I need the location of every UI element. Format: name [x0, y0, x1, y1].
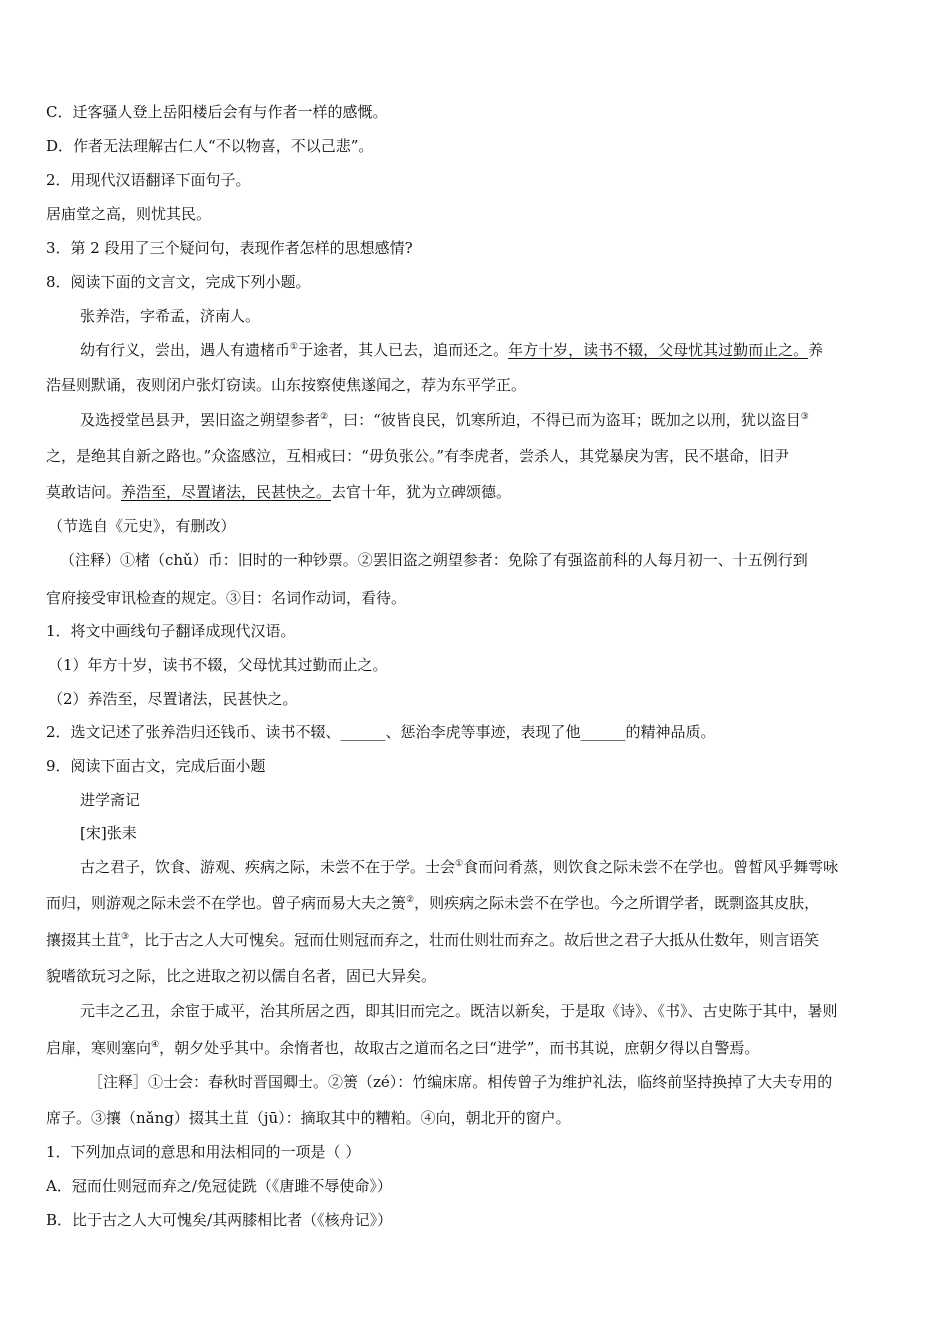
annotation-line: ［注释］①士会：春秋时晋国卿士。②箦（zé）：竹编床席。相传曾子为维护礼法，临终前坚持换掉了大夫专用的: [88, 1073, 833, 1091]
note-marker: ③: [121, 932, 130, 942]
note-marker: ②: [320, 412, 329, 422]
text-run: ，朝夕处乎其中。余惰者也，故取古之道而名之曰“进学”，而书其说，庶朝夕得以自警焉。: [159, 1039, 760, 1057]
option-b: B．比于古之人大可愧矣/其两膝相比者（《核舟记》）: [46, 1211, 393, 1229]
text-run: 古之君子，饮食、游观、疾病之际，未尝不在于学。士会: [80, 858, 456, 876]
text-run: 攘掇其土苴: [46, 931, 122, 949]
passage-line: [80, 857, 838, 877]
question-2: 2．用现代汉语翻译下面句子。: [46, 171, 251, 189]
text-run: 去官十年，犹为立碑颂德。: [331, 483, 512, 501]
text-run: ，比于古之人大可愧矣。冠而仕则冠而弃之，壮而仕则壮而弃之。故后世之君子大抵从仕数年，则言语笑: [129, 931, 820, 949]
annotation-line: 官府接受审讯检查的规定。③目：名词作动词，看待。: [46, 589, 407, 607]
essay-title: 进学斋记: [80, 791, 141, 809]
passage-line: 貌嗜欲玩习之际，比之进取之初以儒自名者，固已大异矣。: [46, 967, 437, 985]
passage-line: [80, 410, 809, 430]
text-run: ，曰：“彼皆良民，饥寒所迫，不得已而为盗耳；既加之以刑，犹以盗目: [328, 411, 801, 429]
underlined-sentence: 养浩至，尽置诸法，民甚快之。: [121, 483, 332, 501]
text-run: 启扉，寒则塞向: [46, 1039, 152, 1057]
text-run: 于途者，其人已去，追而还之。: [298, 341, 509, 359]
sub-question-2: 2．选文记述了张养浩归还钱币、读书不辍、______、惩治李虎等事迹，表现了他______的精神品质。: [46, 723, 716, 741]
question-3: 3．第 2 段用了三个疑问句，表现作者怎样的思想感情?: [46, 239, 413, 257]
text-run: 食而问肴蒸，则饮食之际未尝不在学也。曾皙风乎舞雩咏: [463, 858, 839, 876]
passage-line: 张养浩，字希孟，济南人。: [80, 307, 261, 325]
passage-line: 之，是绝其自新之路也。”众盗感泣，互相戒曰：“毋负张公。”有李虎者，尝杀人，其党暴戾为害，民不堪命，旧尹: [46, 447, 790, 465]
note-marker: ③: [800, 412, 809, 422]
source-note: （节选自《元史》，有删改）: [48, 517, 236, 535]
sentence-to-translate: 居庙堂之高，则忧其民。: [46, 205, 212, 223]
text-run: 而归，则游观之际未尝不在学也。曾子病而易大夫之箦: [46, 894, 407, 912]
passage-line: [46, 1038, 906, 1058]
text-run: 莫敢诘问。: [46, 483, 122, 501]
passage-line: [46, 930, 906, 950]
option-c: C．迁客骚人登上岳阳楼后会有与作者一样的感慨。: [46, 103, 388, 121]
passage-line: [46, 893, 906, 913]
note-marker: ④: [151, 1040, 160, 1050]
note-marker: ①: [290, 342, 299, 352]
text-run: 幼有行义，尝出，遇人有遗楮币: [80, 341, 291, 359]
option-d: D．作者无法理解古仁人“不以物喜，不以己悲”。: [46, 137, 374, 155]
sub-item-1: （1）年方十岁，读书不辍，父母忧其过勤而止之。: [48, 656, 388, 674]
annotation-line: （注释）①楮（chǔ）币：旧时的一种钞票。②罢旧盗之朔望参者：免除了有强盗前科的人每月初一、十五例行到: [60, 551, 808, 569]
question-8-heading: 8．阅读下面的文言文，完成下列小题。: [46, 273, 311, 291]
sub-question-1: 1．将文中画线句子翻译成现代汉语。: [46, 622, 296, 640]
essay-author: [宋]张耒: [80, 824, 137, 842]
sub-question-1: 1．下列加点词的意思和用法相同的一项是（ ）: [46, 1143, 361, 1161]
annotation-line: 席子。③攘（nǎng）掇其土苴（jū）：摘取其中的糟粕。④向，朝北开的窗户。: [46, 1109, 571, 1127]
passage-line: [80, 340, 823, 360]
text-run: 及选授堂邑县尹，罢旧盗之朔望参者: [80, 411, 321, 429]
passage-line: 元丰之乙丑，余宦于咸平，治其所居之西，即其旧而完之。既洁以新矣，于是取《诗》、《书》、古史陈于其中，暑则: [80, 1002, 838, 1020]
passage-line: 浩昼则默诵，夜则闭户张灯窃读。山东按察使焦遂闻之，荐为东平学正。: [46, 376, 527, 394]
question-9-heading: 9．阅读下面古文，完成后面小题: [46, 757, 266, 775]
sub-item-2: （2）养浩至，尽置诸法，民甚快之。: [48, 690, 298, 708]
underlined-sentence: 年方十岁，读书不辍，父母忧其过勤而止之。: [508, 341, 809, 359]
option-a: A．冠而仕则冠而弃之/免冠徒跣（《唐雎不辱使命》）: [46, 1177, 392, 1195]
text-run: 养: [808, 341, 824, 359]
passage-line: [46, 482, 906, 502]
note-marker: ②: [406, 895, 415, 905]
text-run: ，则疾病之际未尝不在学也。今之所谓学者，既剽盗其皮肤，: [414, 894, 820, 912]
note-marker: ①: [455, 859, 464, 869]
